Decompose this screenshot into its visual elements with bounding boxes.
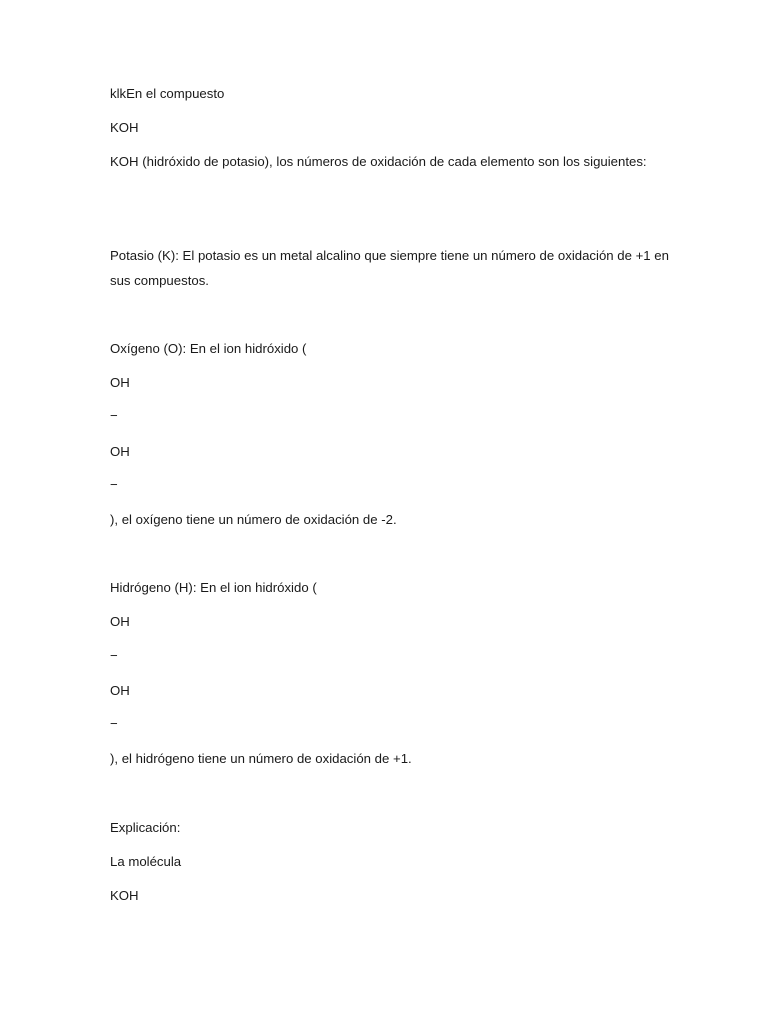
paragraph-intro: klkEn el compuesto — [110, 86, 225, 101]
superscript-minus: − — [110, 477, 118, 492]
superscript-minus: − — [110, 648, 118, 663]
formula-koh: KOH — [110, 888, 139, 903]
formula-oh: OH — [110, 375, 130, 390]
paragraph-molecula: La molécula — [110, 854, 182, 869]
paragraph-hidrogeno-result: ), el hidrógeno tiene un número de oxidación de +1. — [110, 751, 412, 766]
formula-oh: OH — [110, 683, 130, 698]
paragraph-koh-description: KOH (hidróxido de potasio), los números de oxidación de cada elemento son los siguientes: — [110, 154, 647, 169]
paragraph-oxigeno: Oxígeno (O): En el ion hidróxido ( — [110, 341, 307, 356]
paragraph-oxigeno-result: ), el oxígeno tiene un número de oxidación de -2. — [110, 512, 397, 527]
superscript-minus: − — [110, 716, 118, 731]
superscript-minus: − — [110, 408, 118, 423]
paragraph-potasio: Potasio (K): El potasio es un metal alcalino que siempre tiene un número de oxidación de +1 en sus compuestos. — [110, 248, 669, 288]
formula-oh: OH — [110, 614, 130, 629]
paragraph-hidrogeno: Hidrógeno (H): En el ion hidróxido ( — [110, 580, 317, 595]
formula-oh: OH — [110, 444, 130, 459]
formula-koh: KOH — [110, 120, 139, 135]
paragraph-explicacion-heading: Explicación: — [110, 820, 181, 835]
